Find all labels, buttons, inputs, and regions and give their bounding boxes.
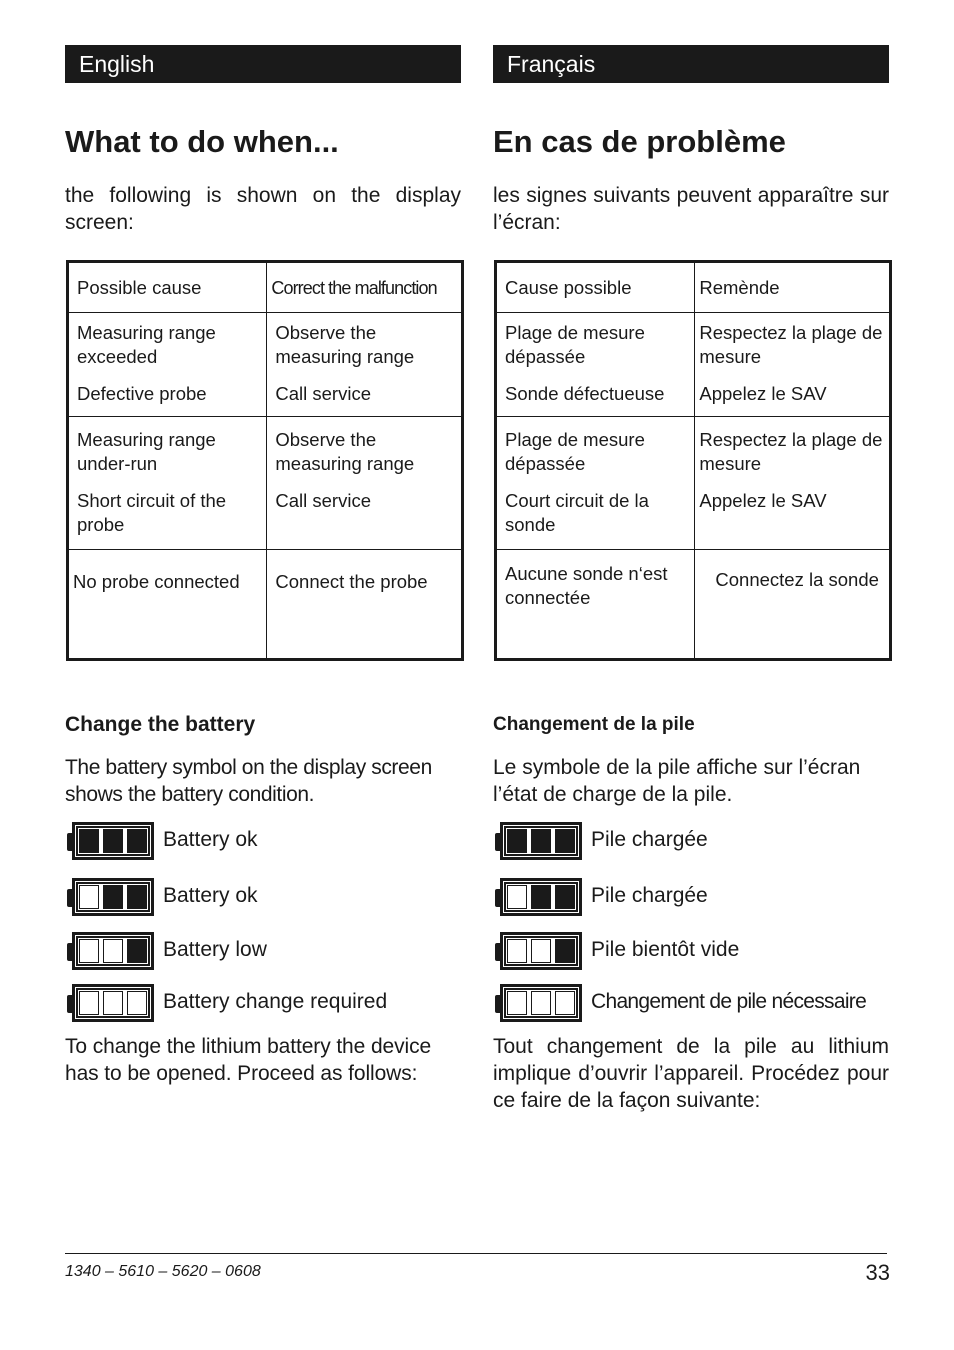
page-number: 33	[865, 1260, 890, 1285]
cause-text: No probe connected	[73, 571, 240, 592]
fix-cell	[267, 417, 463, 550]
battery-empty-icon	[495, 984, 583, 1024]
battery-state-row	[67, 822, 463, 864]
battery-cell	[531, 939, 551, 963]
battery-low-icon	[495, 932, 583, 972]
battery-full-icon	[67, 822, 155, 862]
battery-state-row	[495, 932, 891, 974]
fix-text: Respectez la plage de mesure	[699, 322, 883, 367]
troubleshooting-table-french	[494, 260, 892, 661]
intro-text-english: the following is shown on the display screen:	[65, 184, 461, 234]
battery-cell	[127, 829, 147, 853]
cause-text: Sonde défectueuse	[505, 383, 665, 404]
fix-text: Appelez le SAV	[699, 490, 827, 511]
battery-state-row	[67, 878, 463, 920]
battery-state-label: Battery ok	[163, 884, 258, 907]
fix-cell	[695, 313, 891, 417]
cause-text: Plage de mesure dépassée	[505, 429, 645, 474]
language-header-english: English	[65, 45, 461, 83]
outro-text-french: Tout changement de la pile au lithium implique d’ouvrir l’appareil. Procédez pour ce faire de la façon suivante:	[493, 1035, 889, 1112]
cause-text: Short circuit of the probe	[77, 490, 227, 535]
fix-text: Connectez la sonde	[715, 569, 879, 590]
fix-text: Connect the probe	[275, 571, 428, 592]
battery-cell	[127, 885, 147, 909]
battery-section-title-french: Changement de la pile	[493, 714, 695, 735]
cause-text: Plage de mesure dépassée	[505, 322, 645, 367]
battery-state-label: Battery low	[163, 938, 267, 961]
battery-cell	[531, 991, 551, 1015]
fix-cell	[695, 417, 891, 550]
fix-text: Observe the measuring range	[275, 429, 415, 474]
battery-intro-french: Le symbole de la pile affiche sur l’écran l’état de charge de la pile.	[493, 756, 861, 806]
table-header-cell: Remènde	[695, 262, 891, 313]
page-title-french: En cas de problème	[493, 124, 786, 159]
battery-state-row	[495, 878, 891, 920]
battery-cell	[127, 939, 147, 963]
fix-text: Appelez le SAV	[699, 383, 827, 404]
table-row	[68, 417, 463, 550]
battery-cell	[507, 885, 527, 909]
fix-cell	[267, 550, 463, 660]
fix-cell	[695, 550, 891, 660]
battery-cell	[103, 885, 123, 909]
battery-cell	[555, 939, 575, 963]
battery-state-label: Battery ok	[163, 828, 258, 851]
battery-state-row	[495, 822, 891, 864]
language-header-french: Français	[493, 45, 889, 83]
battery-cell	[103, 829, 123, 853]
table-header-cell: Cause possible	[496, 262, 695, 313]
cause-text: Measuring range under-run	[77, 429, 216, 474]
battery-cell	[127, 991, 147, 1015]
table-header-row	[496, 262, 891, 313]
battery-cell	[79, 991, 99, 1015]
fix-text: Observe the measuring range	[275, 322, 415, 367]
battery-state-label: Pile chargée	[591, 884, 708, 907]
cause-cell	[68, 550, 267, 660]
table-header-cell: Possible cause	[68, 262, 267, 313]
cause-cell	[68, 417, 267, 550]
battery-cell	[531, 885, 551, 909]
battery-state-row	[67, 932, 463, 974]
battery-cell	[79, 885, 99, 909]
battery-cell	[103, 939, 123, 963]
battery-cell	[555, 991, 575, 1015]
cause-text: Measuring range exceeded	[77, 322, 216, 367]
battery-cell	[531, 829, 551, 853]
battery-state-label: Pile chargée	[591, 828, 708, 851]
battery-state-row	[495, 984, 891, 1026]
table-header-cell: Correct the malfunction	[267, 262, 463, 313]
cause-text: Defective probe	[77, 383, 207, 404]
battery-cell	[555, 829, 575, 853]
battery-cell	[507, 939, 527, 963]
battery-two-thirds-icon	[495, 878, 583, 918]
battery-cell	[79, 939, 99, 963]
table-row	[68, 313, 463, 417]
table-row	[496, 550, 891, 660]
cause-cell	[496, 313, 695, 417]
battery-intro-english: The battery symbol on the display screen shows the battery condition.	[65, 756, 432, 806]
page-title-english: What to do when...	[65, 124, 339, 159]
fix-text: Respectez la plage de mesure	[699, 429, 883, 474]
battery-section-title-english: Change the battery	[65, 713, 256, 736]
cause-cell	[68, 313, 267, 417]
cause-text: Aucune sonde n‘est connectée	[505, 563, 668, 608]
battery-state-label: Pile bientôt vide	[591, 938, 740, 961]
outro-text-english: To change the lithium battery the device has to be opened. Proceed as follows:	[65, 1035, 432, 1085]
battery-full-icon	[495, 822, 583, 862]
intro-text-french: les signes suivants peuvent apparaître sur l’écran:	[493, 184, 889, 234]
cause-cell	[496, 550, 695, 660]
battery-cell	[555, 885, 575, 909]
table-row	[68, 550, 463, 660]
table-header-row	[68, 262, 463, 313]
cause-text: Court circuit de la sonde	[505, 490, 649, 535]
cause-cell	[496, 417, 695, 550]
table-row	[496, 313, 891, 417]
table-row	[496, 417, 891, 550]
document-code: 1340 – 5610 – 5620 – 0608	[65, 1263, 261, 1280]
battery-cell	[507, 829, 527, 853]
fix-text: Call service	[275, 490, 371, 511]
battery-cell	[103, 991, 123, 1015]
battery-state-row	[67, 984, 463, 1026]
battery-two-thirds-icon	[67, 878, 155, 918]
battery-state-label: Changement de pile nécessaire	[591, 990, 867, 1013]
battery-empty-icon	[67, 984, 155, 1024]
troubleshooting-table-english	[66, 260, 464, 661]
battery-cell	[507, 991, 527, 1015]
fix-cell	[267, 313, 463, 417]
battery-state-label: Battery change required	[163, 990, 388, 1013]
footer-divider	[65, 1253, 887, 1254]
battery-low-icon	[67, 932, 155, 972]
battery-cell	[79, 829, 99, 853]
fix-text: Call service	[275, 383, 371, 404]
